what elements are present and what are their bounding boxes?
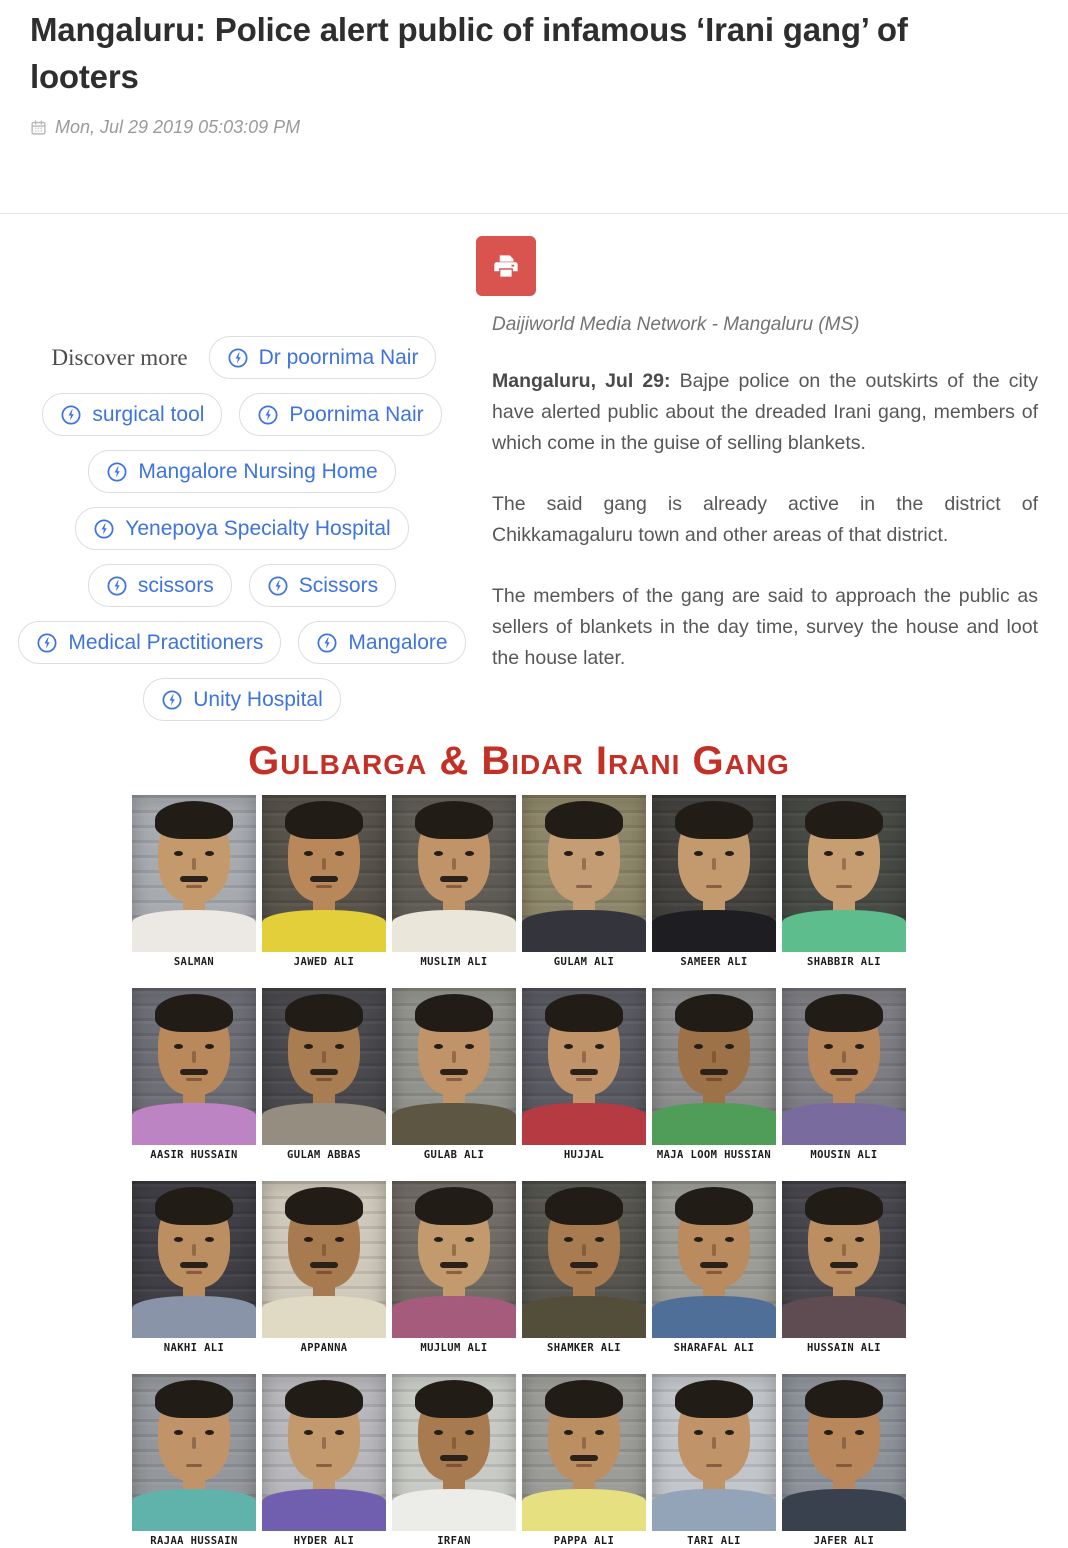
print-button[interactable] — [476, 236, 536, 296]
mugshot-tari-ali — [652, 1374, 776, 1548]
mugshot-name: SALMAN — [173, 956, 215, 968]
discover-chip-poornima-nair[interactable] — [239, 393, 441, 436]
discover-bolt-icon — [257, 404, 279, 426]
chip-label: Unity Hospital — [193, 687, 323, 711]
discover-chip-dr-poornima-nair[interactable] — [209, 336, 437, 379]
mugshot-name: SHARAFAL ALI — [673, 1342, 755, 1354]
mugshot-gulab-ali — [392, 988, 516, 1162]
chip-label: Poornima Nair — [289, 402, 424, 426]
paragraph — [492, 489, 1038, 551]
discover-chip-unity-hospital[interactable] — [143, 678, 341, 721]
mugshot-photo — [652, 795, 776, 952]
discover-chip-yenepoya-specialty-hospital[interactable] — [75, 507, 408, 550]
mugshot-name: SAMEER ALI — [680, 956, 748, 968]
mugshot-name: SHAMKER ALI — [547, 1342, 621, 1354]
mugshot-photo — [262, 1374, 386, 1531]
mugshot-mousin-ali — [782, 988, 906, 1162]
mugshot-shabbir-ali — [782, 795, 906, 969]
mugshot-gulam-abbas — [262, 988, 386, 1162]
article-body — [492, 314, 1038, 674]
mugshot-name: APPANNA — [300, 1342, 348, 1354]
discover-chip-surgical-tool[interactable] — [42, 393, 222, 436]
mugshot-name: PAPPA ALI — [553, 1535, 615, 1547]
mugshot-name: SHABBIR ALI — [807, 956, 881, 968]
mugshot-photo — [522, 795, 646, 952]
publish-date — [30, 117, 300, 138]
mugshot-name: MAJA LOOM HUSSIAN — [656, 1149, 772, 1161]
chip-label: scissors — [137, 573, 214, 597]
mugshot-hujjal — [522, 988, 646, 1162]
mugshot-salman — [132, 795, 256, 969]
discover-more-label: Discover more — [51, 345, 188, 370]
discover-bolt-icon — [316, 632, 338, 654]
paragraph — [492, 581, 1038, 674]
printer-icon — [491, 251, 521, 281]
mugshot-sameer-ali — [652, 795, 776, 969]
chip-label: Dr poornima Nair — [258, 345, 419, 369]
page-title: Mangaluru: Police alert public of infamous ‘Irani gang’ of looters — [30, 11, 908, 95]
paragraph — [492, 366, 1038, 459]
mugshot-photo — [782, 795, 906, 952]
discover-bolt-icon — [106, 461, 128, 483]
discover-bolt-icon — [36, 632, 58, 654]
mugshot-photo — [392, 1181, 516, 1338]
section-divider — [0, 213, 1068, 214]
mugshot-photo — [132, 795, 256, 952]
mugshot-name: MOUSIN ALI — [810, 1149, 878, 1161]
mugshot-photo — [262, 988, 386, 1145]
chip-label: Scissors — [298, 573, 379, 597]
mugshot-mujlum-ali — [392, 1181, 516, 1355]
discover-bolt-icon — [227, 347, 249, 369]
gang-photo-collage — [120, 728, 918, 1548]
chip-label: surgical tool — [92, 402, 205, 426]
mugshot-photo — [262, 795, 386, 952]
mugshot-name: JAWED ALI — [293, 956, 355, 968]
discover-chip-scissors[interactable] — [249, 564, 396, 607]
discover-chip-scissors[interactable] — [88, 564, 232, 607]
paragraph-text: The members of the gang are said to approach the public as sellers of blankets in the day time, survey the house and loot the house later. — [492, 585, 1038, 669]
mugshot-name: GULAB ALI — [423, 1149, 485, 1161]
calendar-icon — [30, 119, 47, 136]
mugshot-photo — [522, 1181, 646, 1338]
mugshot-name: NAKHI ALI — [163, 1342, 225, 1354]
mugshot-hyder-ali — [262, 1374, 386, 1548]
discover-chip-mangalore[interactable] — [298, 621, 465, 664]
mugshot-grid — [120, 795, 918, 1548]
paragraph-lead: Mangaluru, Jul 29: — [492, 370, 671, 392]
mugshot-photo — [782, 1374, 906, 1531]
discover-chip-medical-practitioners[interactable] — [18, 621, 281, 664]
mugshot-maja-loom-hussian — [652, 988, 776, 1162]
mugshot-name: RAJAA HUSSAIN — [150, 1535, 238, 1547]
mugshot-photo — [132, 988, 256, 1145]
mugshot-photo — [522, 1374, 646, 1531]
mugshot-photo — [262, 1181, 386, 1338]
mugshot-shamker-ali — [522, 1181, 646, 1355]
mugshot-name: HUJJAL — [563, 1149, 605, 1161]
mugshot-photo — [392, 795, 516, 952]
mugshot-name: HYDER ALI — [293, 1535, 355, 1547]
discover-bolt-icon — [161, 689, 183, 711]
mugshot-gulam-ali — [522, 795, 646, 969]
mugshot-hussain-ali — [782, 1181, 906, 1355]
chip-label: Yenepoya Specialty Hospital — [125, 516, 391, 540]
publish-date-text: Mon, Jul 29 2019 05:03:09 PM — [55, 117, 301, 137]
discover-bolt-icon — [267, 575, 289, 597]
paragraph-text: The said gang is already active in the district of Chikkamagaluru town and other areas of that district. — [492, 493, 1038, 546]
mugshot-photo — [392, 988, 516, 1145]
mugshot-pappa-ali — [522, 1374, 646, 1548]
discover-bolt-icon — [106, 575, 128, 597]
mugshot-photo — [652, 1374, 776, 1531]
byline: Daijiworld Media Network - Mangaluru (MS) — [492, 314, 860, 335]
mugshot-name: GULAM ALI — [553, 956, 615, 968]
mugshot-jafer-ali — [782, 1374, 906, 1548]
collage-title: Gulbarga & Bidar Irani Gang — [248, 739, 790, 783]
discover-chip-mangalore-nursing-home[interactable] — [88, 450, 395, 493]
mugshot-photo — [132, 1181, 256, 1338]
mugshot-muslim-ali — [392, 795, 516, 969]
mugshot-name: AASIR HUSSAIN — [150, 1149, 238, 1161]
mugshot-name: TARI ALI — [687, 1535, 741, 1547]
mugshot-photo — [392, 1374, 516, 1531]
mugshot-photo — [652, 1181, 776, 1338]
paragraph-text: Bajpe police on the outskirts of the city have alerted public about the dreaded Irani gang, members of which come in the guise of selling blankets. — [492, 370, 1039, 454]
mugshot-photo — [782, 988, 906, 1145]
mugshot-name: JAFER ALI — [813, 1535, 875, 1547]
chip-label: Medical Practitioners — [68, 630, 264, 654]
mugshot-photo — [782, 1181, 906, 1338]
discover-bolt-icon — [60, 404, 82, 426]
mugshot-name: MUSLIM ALI — [420, 956, 488, 968]
mugshot-irfan — [392, 1374, 516, 1548]
mugshot-rajaa-hussain — [132, 1374, 256, 1548]
discover-bolt-icon — [93, 518, 115, 540]
mugshot-sharafal-ali — [652, 1181, 776, 1355]
discover-more-section — [16, 336, 468, 721]
mugshot-photo — [652, 988, 776, 1145]
mugshot-nakhi-ali — [132, 1181, 256, 1355]
mugshot-name: HUSSAIN ALI — [807, 1342, 881, 1354]
mugshot-name: IRFAN — [437, 1535, 471, 1547]
chip-label: Mangalore Nursing Home — [138, 459, 378, 483]
mugshot-aasir-hussain — [132, 988, 256, 1162]
mugshot-photo — [132, 1374, 256, 1531]
mugshot-name: GULAM ABBAS — [287, 1149, 361, 1161]
mugshot-name: MUJLUM ALI — [420, 1342, 488, 1354]
mugshot-photo — [522, 988, 646, 1145]
mugshot-jawed-ali — [262, 795, 386, 969]
chip-label: Mangalore — [348, 630, 448, 654]
mugshot-appanna — [262, 1181, 386, 1355]
